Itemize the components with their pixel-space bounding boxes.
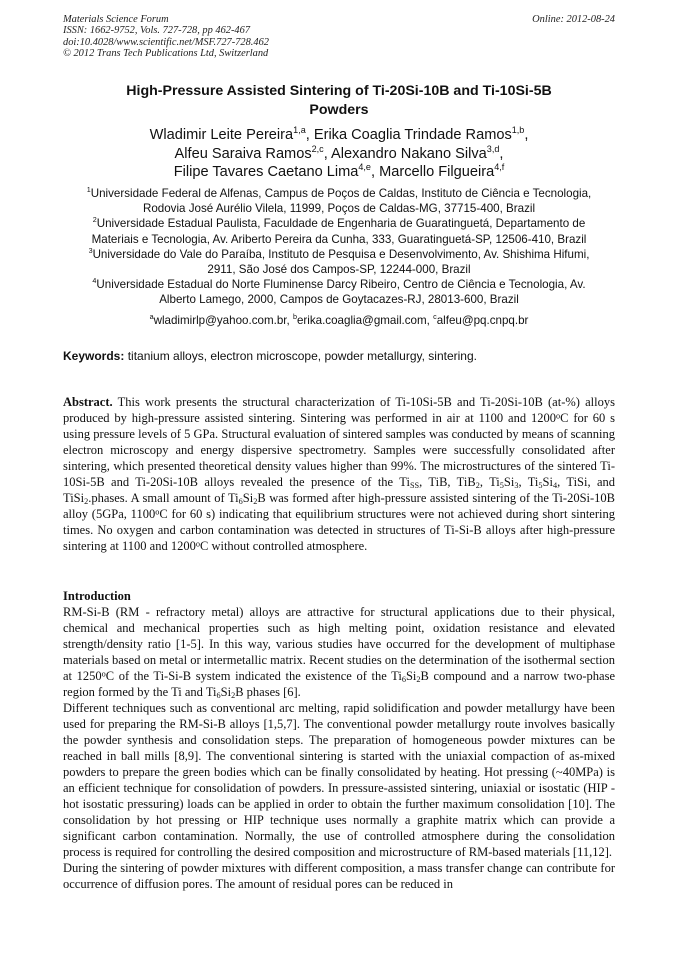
subscript: 2 [416, 674, 421, 684]
subscript: 2 [253, 496, 258, 506]
keywords-label: Keywords: [63, 349, 125, 363]
author-affiliation-marker: 1,b [511, 125, 525, 136]
online-date: Online: 2012-08-24 [532, 14, 615, 25]
abstract-text: Si [542, 475, 553, 489]
subscript: 6 [401, 674, 406, 684]
paragraph-text: B compound and a narrow two-phase region formed by the Ti and Ti [63, 669, 616, 699]
email-key: c [433, 312, 437, 322]
introduction-body [63, 604, 615, 892]
author-affiliation-marker: 3,d [486, 143, 500, 154]
email-key: b [292, 312, 297, 322]
email-list: $^a$wladimirlp@yahoo.com.br, $^b$erika.coaglia@gmail.com, $^c$alfeu@pq.cnpq.br [149, 312, 529, 327]
affiliation-4 [60, 277, 618, 292]
abstract-text: , TiSi, and TiSi [63, 475, 616, 505]
paragraph-text: Si [220, 685, 232, 699]
author-name: Alfeu Saraiva Ramos [174, 145, 312, 162]
abstract-text: C for 60 s) indicating that equilibrium structures were not achieved during short sintering times. No oxygen and carbon contamination was detected in structures of Ti-Si-B alloys after high-pressure sintering at 1100 and 1200 [63, 507, 615, 553]
affiliation-line: Universidade Estadual Paulista, Faculdade de Engenharia de Guaratinguetá, Departamento de [96, 217, 586, 231]
abstract [63, 394, 615, 554]
affiliations [60, 186, 618, 308]
subscript: 2 [231, 690, 236, 700]
journal-header [63, 14, 615, 59]
author-name: Filipe Tavares Caetano Lima [173, 164, 359, 181]
journal-name: Materials Science Forum [63, 14, 169, 25]
degree-sign: o [195, 539, 200, 549]
author-line-2: Alfeu Saraiva Ramos$^{2,c}$, Alexandro Nakano Silva$^{3,d}$, [174, 143, 504, 162]
title-line-2: Powders [309, 102, 369, 118]
intro-paragraph-1 [63, 604, 615, 700]
abstract-text: .phases. A small amount of Ti [88, 491, 239, 505]
author-name: Marcello Filgueira [379, 164, 495, 181]
author-name: Alexandro Nakano Silva [331, 145, 487, 162]
affiliation-number: 4 [92, 276, 97, 286]
abstract-text: , Ti [518, 475, 539, 489]
subscript: 6 [216, 690, 221, 700]
email-address[interactable]: erika.coaglia@gmail.com [296, 314, 427, 327]
paragraph-text: RM-Si-B (RM - refractory metal) alloys are attractive for structural applications due to their physical, chemical and mechanical properties such as high melting point, oxidation resistance and elevated strength/density ratio [1-5]. In this way, various studies have occurred for the development of multiphase materials based on metal or intermetallic matrix. Recent studies on the determination of the isothermal section at 1250 [63, 605, 615, 683]
intro-paragraph-3: During the sintering of powder mixtures with different composition, a mass transfer change can contribute for occurrence of diffusion pores. The amount of residual pores can be reduced in [63, 861, 615, 891]
author-name: Erika Coaglia Trindade Ramos [313, 127, 512, 143]
affiliation-line: Universidade do Vale do Paraíba, Instituto de Pesquisa e Desenvolvimento, Av. Shishima Hifumi, [92, 247, 590, 261]
author-list [63, 126, 615, 182]
abstract-text: Si [503, 475, 515, 489]
affiliation-2 [60, 216, 618, 231]
subscript: 5 [538, 480, 543, 490]
email-address[interactable]: alfeu@pq.cnpq.br [436, 314, 529, 327]
subscript: 2 [475, 480, 480, 490]
keywords [63, 349, 615, 364]
section-heading-introduction: Introduction [63, 589, 131, 603]
copyright-line: © 2012 Trans Tech Publications Ltd, Switzerland [63, 47, 269, 59]
abstract-label: Abstract. [63, 395, 113, 409]
abstract-text: This work presents the structural characterization of Ti-10Si-5B and Ti-20Si-10B (at-%) alloys produced by high-pressure assisted sintering. Sintering was performed in air at 1100 and 1200 [63, 395, 615, 425]
affiliation-number: 2 [92, 215, 97, 225]
author-affiliation-marker: 4,e [358, 162, 371, 173]
affiliation-line: Universidade Estadual do Norte Fluminense Darcy Ribeiro, Centro de Ciência e Tecnologia, Av. [96, 278, 586, 292]
affiliation-line: Alberto Lamego, 2000, Campos de Goytacazes-RJ, 28013-600, Brazil [159, 293, 519, 307]
degree-sign: o [555, 411, 561, 421]
author-affiliation-marker: 2,c [311, 143, 324, 154]
subscript: 6 [238, 496, 243, 506]
email-key: a [149, 312, 154, 322]
paragraph-text: B phases [6]. [235, 685, 301, 699]
affiliation-1 [60, 186, 618, 201]
affiliation-3 [60, 247, 618, 262]
degree-sign: o [155, 507, 160, 517]
author-affiliation-marker: 4,f [494, 162, 505, 173]
abstract-text: Si [242, 491, 254, 505]
author-affiliation-marker: 1,a [293, 125, 306, 136]
paragraph-text: Si [405, 669, 417, 683]
subscript: 2 [84, 496, 89, 506]
title-line-1: High-Pressure Assisted Sintering of Ti-20Si-10B and Ti-10Si-5B [126, 83, 552, 99]
affiliation-line: Rodovia José Aurélio Vilela, 11999, Poços de Caldas-MG, 37715-400, Brazil [142, 202, 536, 216]
affiliation-line: 2911, São José dos Campos-SP, 12244-000, Brazil [207, 263, 471, 277]
paragraph-text: C of the Ti-Si-B system indicated the existence of the Ti [105, 669, 402, 683]
subscript: SS [409, 480, 420, 490]
intro-paragraph-2: Different techniques such as conventional arc melting, rapid solidification and powder metallurgy have been used for preparing the RM-Si-B alloys [1,5,7]. The conventional powder metallurgy route involves basically the powder synthesis and consolidation steps. The preparation of homogeneous powder mixtures can be reached in ball mills [8,9]. The conventional sintering is started with the uniaxial compaction of as-mixed powders to prepare the green bodies which can be finally consolidated by heating. Hot pressing (~40MPa) is an efficient technique for consolidation of powders. In pressure-assisted sintering, uniaxial or isostatic (HIP - hot isostatic pressuring) loads can be applied in order to obtain the further maximum consolidation [10]. The consolidation by hot pressing or HIP technique uses normally a graphite matrix which can provide a significant carbon contamination. Normally, the use of controlled atmosphere during the consolidation process is required for controlling the desired composition and microstructure of RM-based materials [11,12]. [63, 701, 615, 859]
subscript: 4 [552, 480, 558, 490]
degree-sign: o [101, 669, 106, 679]
author-line-1: Wladimir Leite Pereira$^{1,a}$, Erika Coaglia Trindade Ramos$^{1,b}$, [149, 125, 529, 143]
author-name: Wladimir Leite Pereira [149, 127, 294, 143]
affiliation-line: Materiais e Tecnologia, Av. Ariberto Pereira da Cunha, 333, Guaratinguetá-SP, 12506-410, Brazil [91, 232, 587, 246]
doi-line[interactable]: doi:10.4028/www.scientific.net/MSF.727-728.462 [63, 36, 269, 48]
issn-line: ISSN: 1662-9752, Vols. 727-728, pp 462-467 [63, 25, 251, 37]
subscript: 3 [514, 480, 519, 490]
abstract-text: B was formed after high-pressure assisted sintering of the Ti-20Si-10B alloy (5GPa, 1100 [63, 491, 615, 521]
author-line-3: Filipe Tavares Caetano Lima$^{4,e}$, Marcello Filgueira$^{4,f}$ [173, 162, 505, 181]
affiliation-number: 3 [88, 245, 93, 255]
abstract-text: , Ti [479, 475, 500, 489]
abstract-text: C without controlled atmosphere. [199, 539, 368, 553]
affiliation-line: Universidade Federal de Alfenas, Campus de Poços de Caldas, Instituto de Ciência e Tecnologia, [90, 187, 592, 200]
affiliation-number: 1 [86, 185, 91, 195]
email-address[interactable]: wladimirlp@yahoo.com.br [153, 314, 287, 327]
keywords-text: titanium alloys, electron microscope, powder metallurgy, sintering. [127, 349, 477, 363]
paper-title [70, 82, 608, 120]
abstract-text: , TiB, TiB [419, 475, 476, 489]
subscript: 5 [499, 480, 504, 490]
abstract-text: C for 60 s using pressure levels of 5 GPa. Structural evaluation of sintered samples was conducted by means of scanning electron microscopy and energy dispersive spectrometry. Samples were successfully consolidated after sintering, which presented theoretical density values higher than 99%. The microstructures of the sintered Ti-10Si-5B and Ti-20Si-10B alloys revealed the presence of the Ti [63, 411, 616, 489]
